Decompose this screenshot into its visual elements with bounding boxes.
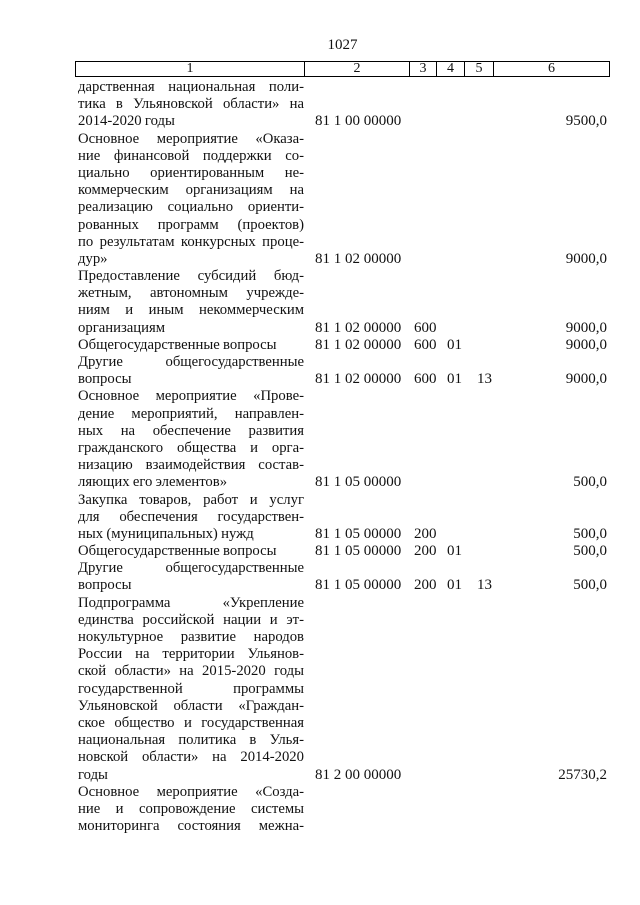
description-line: новской области» на 2014-2020 — [78, 749, 304, 766]
target-code-cell: 81 1 02 00000 — [315, 250, 402, 267]
section-cell: 01 — [447, 371, 462, 388]
target-code-cell: 81 1 02 00000 — [315, 319, 402, 336]
expense-type-cell: 200 — [414, 543, 437, 560]
row-description — [75, 79, 305, 131]
description-line: Основное мероприятие «Оказа- — [78, 130, 304, 147]
expense-type-cell — [410, 767, 437, 784]
row-description — [75, 784, 305, 836]
header-col-1: 1 — [76, 62, 305, 76]
description-line: низацию взаимодействия состав- — [78, 457, 304, 474]
expense-type-cell: 200 — [414, 577, 437, 594]
row-description — [75, 268, 305, 337]
description-line: Другие общегосударственные — [78, 560, 304, 577]
header-col-6: 6 — [548, 61, 555, 76]
amount-cell: 9000,0 — [565, 250, 607, 267]
target-code-cell: 81 1 05 00000 — [315, 577, 402, 594]
description-line: Закупка товаров, работ и услуг — [78, 491, 304, 508]
expense-type-cell: 600 — [414, 319, 437, 336]
target-code-cell: 81 1 02 00000 — [315, 371, 402, 388]
table-row — [75, 784, 610, 836]
amount-cell: 9500,0 — [565, 113, 607, 130]
description-line: гражданского общества и орга- — [78, 439, 304, 456]
subsection-cell — [465, 526, 494, 543]
description-line: дур» — [78, 250, 108, 267]
header-col-2: 2 — [305, 62, 410, 76]
description-line: нокультурное развитие народов — [78, 629, 304, 646]
target-code-cell: 81 1 00 00000 — [315, 113, 402, 130]
description-line: коммерческим организациям на — [78, 182, 304, 199]
description-line: национальная политика в Улья- — [78, 732, 304, 749]
subsection-cell — [465, 543, 494, 560]
expense-type-cell: 600 — [414, 371, 437, 388]
target-code-cell: 81 1 05 00000 — [315, 474, 402, 491]
subsection-cell — [465, 113, 494, 130]
subsection-cell — [465, 320, 494, 337]
section-cell — [437, 251, 465, 268]
table-header — [75, 61, 610, 77]
description-line: Предоставление субсидий бюд- — [78, 268, 304, 285]
expense-type-cell: 200 — [414, 525, 437, 542]
description-line: России на территории Ульянов- — [78, 646, 304, 663]
row-description — [75, 388, 305, 491]
target-code-cell: 81 1 05 00000 — [315, 525, 402, 542]
target-code-cell — [305, 818, 410, 835]
section-cell — [437, 474, 465, 491]
description-line: организациям — [78, 319, 166, 336]
target-code-cell: 81 1 02 00000 — [315, 336, 402, 353]
expense-type-cell — [410, 251, 437, 268]
page-number: 1027 — [327, 37, 358, 53]
description-line: ных на обеспечение развития — [78, 422, 304, 439]
row-description — [75, 560, 305, 594]
amount-cell: 9000,0 — [565, 319, 607, 336]
amount-cell: 500,0 — [573, 474, 607, 491]
description-line: ние и сопровождение системы — [78, 800, 304, 817]
description-line: дарственная национальная поли- — [78, 79, 304, 95]
description-line: ское общество и государственная — [78, 714, 304, 731]
expense-type-cell — [410, 113, 437, 130]
amount-cell — [494, 818, 610, 835]
subsection-cell: 13 — [477, 371, 492, 388]
description-line: Ульяновской области «Граждан- — [78, 697, 304, 714]
description-line: ляющих его элементов» — [78, 474, 228, 491]
subsection-cell — [465, 251, 494, 268]
table-row — [75, 131, 610, 269]
table-row — [75, 79, 610, 131]
subsection-cell: 13 — [477, 577, 492, 594]
section-cell — [437, 526, 465, 543]
section-cell — [437, 113, 465, 130]
row-description — [75, 354, 305, 388]
description-line: дение мероприятий, направлен- — [78, 405, 304, 422]
section-cell: 01 — [447, 543, 462, 560]
description-line: годы — [78, 766, 108, 783]
description-line: ниям и иным некоммерческим — [78, 302, 304, 319]
amount-cell: 500,0 — [573, 543, 607, 560]
header-col-4: 4 — [437, 62, 465, 76]
amount-cell: 9000,0 — [565, 336, 607, 353]
description-line: Общегосударственные вопросы — [78, 543, 277, 560]
section-cell — [437, 818, 465, 835]
description-line: мониторинга состояния межна- — [78, 818, 304, 835]
description-line: циально ориентированным не- — [78, 164, 304, 181]
description-line: единства российской нации и эт- — [78, 611, 304, 628]
description-line: Основное мероприятие «Созда- — [78, 783, 304, 800]
table-row — [75, 337, 610, 354]
target-code-cell: 81 1 05 00000 — [315, 543, 402, 560]
expense-type-cell — [410, 474, 437, 491]
amount-cell: 9000,0 — [565, 371, 607, 388]
table-row — [75, 543, 610, 560]
description-line: Общегосударственные вопросы — [78, 336, 277, 353]
description-line: тика в Ульяновской области» на — [78, 96, 304, 113]
row-description — [75, 543, 305, 560]
table-row — [75, 595, 610, 784]
amount-cell: 25730,2 — [558, 766, 607, 783]
section-cell — [437, 767, 465, 784]
description-line: для обеспечения государствен- — [78, 508, 304, 525]
subsection-cell — [465, 474, 494, 491]
row-description — [75, 595, 305, 784]
description-line: жетным, автономным учрежде- — [78, 285, 304, 302]
header-col-3: 3 — [410, 62, 437, 76]
description-line: Подпрограмма «Укрепление — [78, 594, 304, 611]
description-line: Основное мероприятие «Прове- — [78, 388, 304, 405]
description-line: рованных программ (проектов) — [78, 216, 304, 233]
description-line: ных (муниципальных) нужд — [78, 525, 254, 542]
table-row — [75, 560, 610, 594]
row-description — [75, 492, 305, 544]
table-row — [75, 354, 610, 388]
expense-type-cell — [410, 818, 437, 835]
table-row — [75, 492, 610, 544]
description-line: 2014-2020 годы — [78, 113, 175, 130]
description-line: реализацию социально ориенти- — [78, 199, 304, 216]
subsection-cell — [465, 337, 494, 354]
subsection-cell — [465, 818, 494, 835]
description-line: Другие общегосударственные — [78, 354, 304, 371]
header-col-5: 5 — [465, 62, 494, 76]
section-cell: 01 — [447, 336, 462, 353]
section-cell: 01 — [447, 577, 462, 594]
expense-type-cell: 600 — [414, 336, 437, 353]
amount-cell: 500,0 — [573, 525, 607, 542]
target-code-cell: 81 2 00 00000 — [315, 766, 402, 783]
table-row — [75, 388, 610, 491]
table-body — [75, 79, 610, 835]
amount-cell: 500,0 — [573, 577, 607, 594]
section-cell — [437, 320, 465, 337]
description-line: вопросы — [78, 371, 132, 388]
description-line: вопросы — [78, 577, 132, 594]
description-line: государственной программы — [78, 680, 304, 697]
row-description — [75, 131, 305, 269]
row-description — [75, 337, 305, 354]
description-line: ской области» на 2015-2020 годы — [78, 663, 304, 680]
table-row — [75, 268, 610, 337]
description-line: по результатам конкурсных проце- — [78, 233, 304, 250]
subsection-cell — [465, 767, 494, 784]
description-line: ние финансовой поддержки со- — [78, 147, 304, 164]
